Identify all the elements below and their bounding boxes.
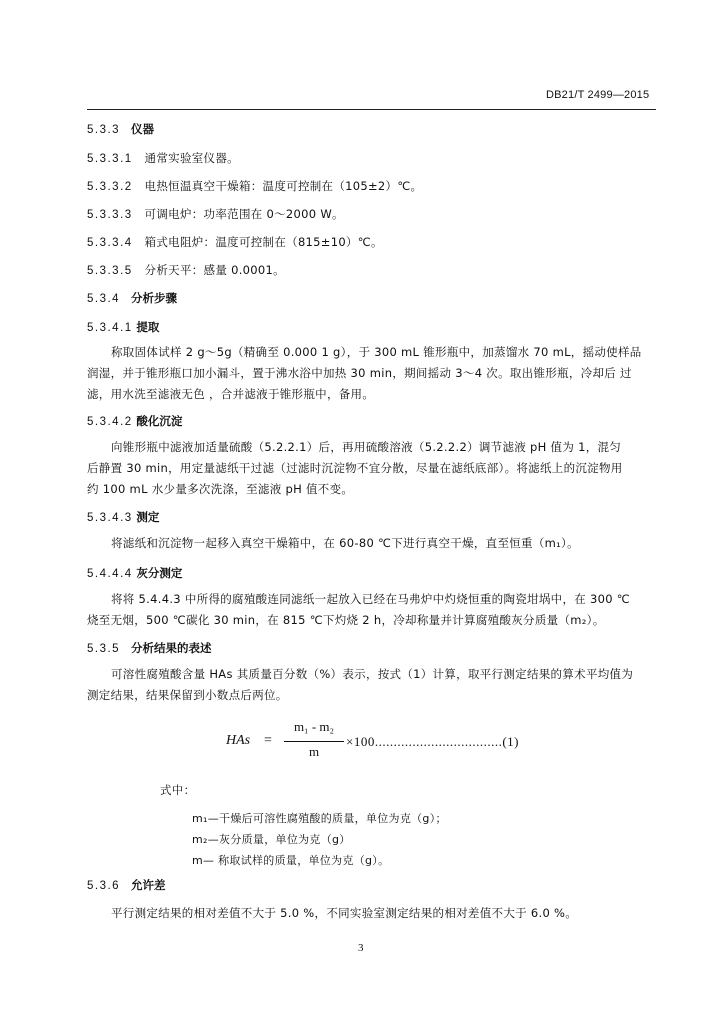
formula-equation-number: (1) bbox=[502, 734, 520, 749]
section-title: 灰分测定 bbox=[136, 566, 183, 580]
section-title: 分析结果的表述 bbox=[131, 641, 212, 655]
section-number: 5.3.3.2 bbox=[87, 181, 133, 193]
paragraph-line: 向锥形瓶中滤液加适量硫酸（5.2.2.1）后，再用硫酸溶液（5.2.2.2）调节滤液 pH 值为 1，混匀 bbox=[111, 440, 622, 454]
section-title: 仪器 bbox=[131, 122, 155, 136]
section-title: 提取 bbox=[136, 320, 160, 334]
formula-denominator: m bbox=[308, 744, 320, 759]
fraction-bar bbox=[284, 741, 344, 742]
section-number: 5.3.4.3 bbox=[87, 512, 133, 524]
section-number: 5.3.4.1 bbox=[87, 322, 133, 334]
ash-determination-paragraph bbox=[87, 589, 630, 631]
section-text: 电热恒温真空干燥箱：温度可控制在（105±2）℃。 bbox=[144, 179, 423, 193]
tolerance-paragraph bbox=[87, 903, 577, 924]
section-5-3-3-4 bbox=[87, 234, 383, 250]
section-number: 5.3.5 bbox=[87, 643, 121, 655]
section-number: 5.3.3 bbox=[87, 124, 121, 136]
formula-numerator: m₁ - m₂ bbox=[293, 719, 335, 734]
section-number: 5.3.3.4 bbox=[87, 237, 133, 249]
section-text: 箱式电阻炉：温度可控制在（815±10）℃。 bbox=[144, 235, 383, 249]
section-5-3-3-heading bbox=[87, 121, 154, 137]
formula-multiplier: ×100 bbox=[346, 734, 375, 749]
section-number: 5.3.4.2 bbox=[87, 416, 133, 428]
section-text: 通常实验室仪器。 bbox=[144, 151, 239, 165]
formula-1 bbox=[226, 719, 606, 772]
paragraph-line: 后静置 30 min，用定量滤纸干过滤（过滤时沉淀物不宜分散，尽量在滤纸底部）。将滤纸上的沉淀物用 bbox=[87, 461, 623, 475]
paragraph-line: 烧至无烟，500 ℃碳化 30 min，在 815 ℃下灼烧 2 h，冷却称量并计算腐殖酸灰分质量（m₂）。 bbox=[87, 613, 605, 627]
paragraph-line: 测定结果，结果保留到小数点后两位。 bbox=[87, 688, 288, 702]
section-number: 5.3.3.3 bbox=[87, 209, 133, 221]
section-title: 分析步骤 bbox=[131, 291, 178, 305]
paragraph-line: 润湿，并于锥形瓶口加小漏斗，置于沸水浴中加热 30 min，期间摇动 3～4 次。取出锥形瓶，冷却后 过 bbox=[87, 366, 632, 380]
where-item: m₂—灰分质量，单位为克（g） bbox=[192, 833, 351, 846]
section-title: 测定 bbox=[136, 510, 160, 524]
section-5-3-3-2 bbox=[87, 178, 422, 194]
section-5-3-6-heading bbox=[87, 877, 166, 893]
section-title: 允许差 bbox=[131, 878, 166, 892]
section-5-3-3-3 bbox=[87, 206, 344, 222]
where-label: 式中： bbox=[160, 783, 196, 797]
paragraph-line: 滤，用水洗至滤液无色 ，合并滤液于锥形瓶中，备用。 bbox=[87, 387, 375, 401]
section-title: 酸化沉淀 bbox=[136, 414, 183, 428]
section-5-3-4-3-heading bbox=[87, 509, 159, 525]
section-text: 可调电炉：功率范围在 0～2000 W。 bbox=[144, 207, 344, 221]
section-number: 5.3.3.1 bbox=[87, 153, 133, 165]
paragraph-line: 将滤纸和沉淀物一起移入真空干燥箱中，在 60-80 ℃下进行真空干燥，直至恒重（m₁）。 bbox=[111, 536, 579, 550]
where-list bbox=[192, 808, 447, 871]
paragraph-line: 可溶性腐殖酸含量 HAs 其质量百分数（%）表示，按式（1）计算，取平行测定结果的算术平均值为 bbox=[111, 667, 634, 681]
paragraph-line: 称取固体试样 2 g～5g（精确至 0.000 1 g），于 300 mL 锥形瓶中，加蒸馏水 70 mL，摇动使样品 bbox=[111, 345, 642, 359]
section-text: 分析天平：感量 0.0001。 bbox=[144, 263, 285, 277]
paragraph-line: 将将 5.4.4.3 中所得的腐殖酸连同滤纸一起放入已经在马弗炉中灼烧恒重的陶瓷坩埚中，在 300 ℃ bbox=[111, 592, 631, 606]
where-item: m— 称取试样的质量，单位为克（g）。 bbox=[192, 854, 390, 867]
section-5-3-5-heading bbox=[87, 640, 212, 656]
document-code: DB21/T 2499—2015 bbox=[546, 89, 650, 101]
paragraph-line: 约 100 mL 水少量多次洗涤，至滤液 pH 值不变。 bbox=[87, 482, 354, 496]
section-5-3-4-2-heading bbox=[87, 413, 182, 429]
result-expression-paragraph bbox=[87, 664, 633, 706]
page-number: 3 bbox=[358, 942, 364, 954]
section-number: 5.3.6 bbox=[87, 880, 121, 892]
acid-precipitation-paragraph bbox=[87, 437, 623, 500]
where-item: m₁—干燥后可溶性腐殖酸的质量，单位为克（g）； bbox=[192, 812, 447, 825]
determination-paragraph bbox=[87, 533, 579, 554]
formula-tail bbox=[346, 734, 519, 750]
extraction-paragraph bbox=[87, 342, 642, 405]
section-5-4-4-4-heading bbox=[87, 565, 182, 581]
section-5-3-3-5 bbox=[87, 262, 285, 278]
section-5-3-3-1 bbox=[87, 150, 239, 166]
section-5-3-4-heading bbox=[87, 290, 177, 306]
section-number: 5.3.3.5 bbox=[87, 265, 133, 277]
paragraph-line: 平行测定结果的相对差值不大于 5.0 %，不同实验室测定结果的相对差值不大于 6.0 %。 bbox=[111, 906, 578, 920]
header-rule bbox=[87, 109, 656, 110]
formula-lhs: HAs bbox=[226, 733, 251, 748]
section-5-3-4-1-heading bbox=[87, 319, 159, 335]
section-number: 5.4.4.4 bbox=[87, 568, 133, 580]
section-number: 5.3.4 bbox=[87, 293, 121, 305]
formula-equals: = bbox=[264, 733, 272, 748]
formula-leader-dots: .................................. bbox=[374, 734, 503, 749]
